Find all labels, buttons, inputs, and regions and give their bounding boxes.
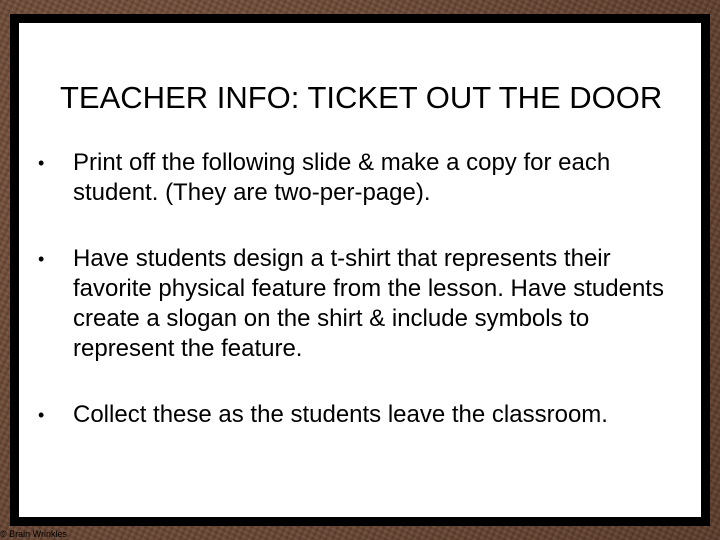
bullet-item <box>33 400 695 430</box>
slide-content-area <box>19 23 701 517</box>
bullet-text: Collect these as the students leave the classroom. <box>73 401 608 428</box>
copyright-notice: © Brain Wrinkles <box>0 529 67 539</box>
slide-card <box>10 14 710 526</box>
bullet-dot-icon: • <box>38 405 45 425</box>
bullet-list <box>33 148 695 430</box>
bullet-text: Print off the following slide & make a copy for each student. (They are two-per-page). <box>73 149 611 206</box>
bullet-item <box>33 148 695 208</box>
slide-title: TEACHER INFO: TICKET OUT THE DOOR <box>60 80 663 115</box>
bullet-dot-icon: • <box>38 153 45 173</box>
bullet-dot-icon: • <box>38 249 45 269</box>
bullet-text: Have students design a t-shirt that represents their favorite physical feature from the lesson. Have students create a slogan on the shirt & include symbols to represent the feature. <box>73 245 664 362</box>
bullet-item <box>33 244 695 364</box>
